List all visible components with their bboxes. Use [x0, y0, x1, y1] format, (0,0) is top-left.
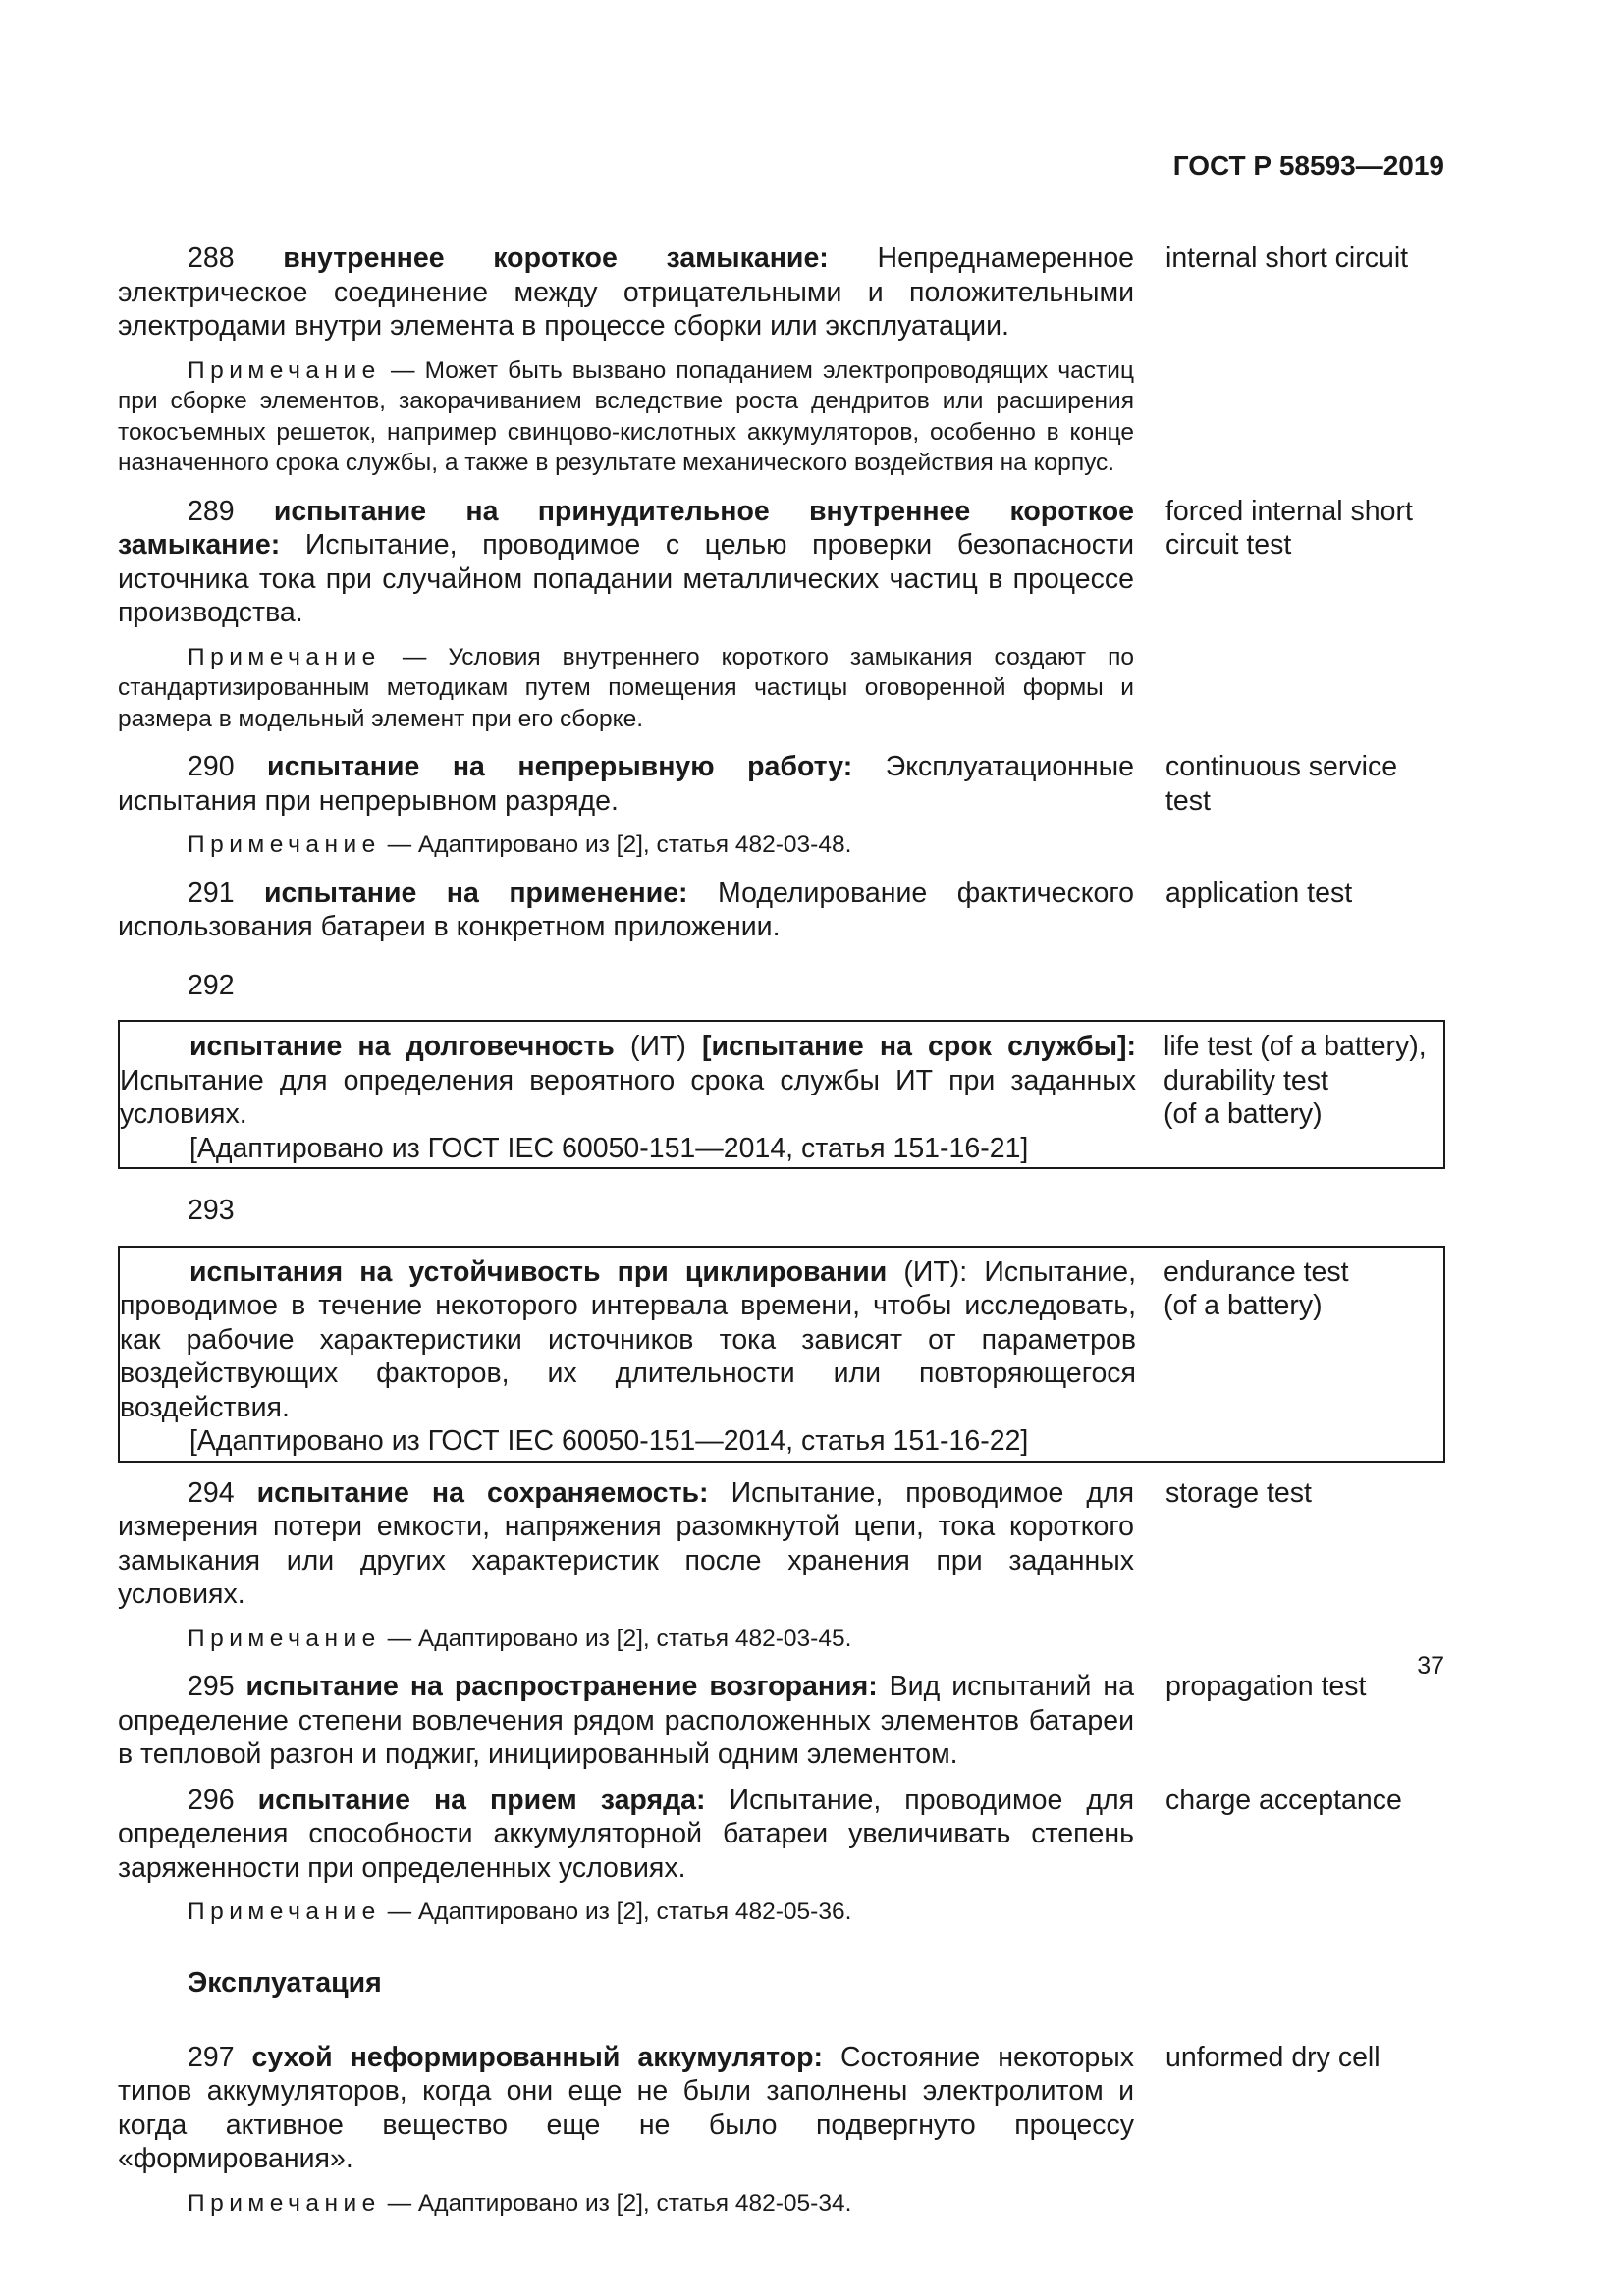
definition: Состояние некоторых типов аккумуляторов, когда они еще не были заполнены электролитом и когда активное вещество еще не было подвергнуто процессу «формирования». [118, 2041, 1135, 2174]
term-entry-292-boxed [118, 1020, 1445, 1169]
english-term: application test [1165, 877, 1353, 909]
note-text: — Адаптировано из [2], статья 482-05-36. [387, 1898, 852, 1925]
abbreviation: (ИТ) [629, 1031, 686, 1062]
document-id: ГОСТ Р 58593—2019 [1172, 150, 1444, 181]
definition: Испытание для определения вероятного срока службы ИТ при заданных условиях. [120, 1064, 1136, 1130]
entry-number: 295 [188, 1671, 235, 1702]
english-term-line: life test (of a battery), [1164, 1031, 1427, 1062]
note-label: Примечание [188, 2189, 381, 2216]
term: испытание на принудительное внутреннее короткое замыкание: [118, 495, 1134, 561]
entry-text [118, 750, 1134, 818]
term-alt: [испытание на срок службы]: [701, 1031, 1137, 1062]
entry-number: 294 [188, 1476, 235, 1509]
definition: Моделирование фактического использования батареи в конкретном приложении. [118, 877, 1135, 942]
note-text: — Адаптировано из [2], статья 482-03-45. [387, 1625, 852, 1652]
definition: Испытание, проводимое с целью проверки безопасности источника тока при случайном попадании металлических частиц в процессе производства. [118, 529, 1134, 628]
note-label: Примечание [188, 643, 381, 670]
term-entry-295 [118, 1670, 1445, 1772]
note-text: — Может быть вызвано попаданием электропроводящих частиц при сборке элементов, закорачиванием вследствие роста дендритов или расширения токосъемных решеток, например свинцово-кислотных аккумуляторов, особенно в конце назначенного срока службы, а также в результате механического воздействия на корпус. [118, 356, 1134, 476]
term-entry-296 [118, 1784, 1445, 1886]
term: испытание на распространение возгорания: [245, 1671, 878, 1702]
entry-number: 290 [188, 751, 235, 782]
entry-text [118, 241, 1134, 344]
term-entry-297 [118, 2041, 1445, 2176]
entry-number: 296 [188, 1784, 235, 1816]
english-term: forced internal short circuit test [1165, 495, 1413, 561]
english-term-line: (of a battery) [1164, 1098, 1323, 1130]
entry-text [118, 2041, 1134, 2176]
note [118, 355, 1134, 479]
english-term: continuous service test [1165, 751, 1398, 817]
english-term: charge acceptance [1165, 1784, 1402, 1816]
term: испытание на прием заряда: [257, 1784, 706, 1816]
entry-text [118, 1476, 1134, 1612]
definition: Испытание, проводимое в течение некоторого интервала времени, чтобы исследовать, как рабочие характеристики источников тока зависят от параметров воздействующих факторов, их длительности или повторяющегося воздействия. [120, 1255, 1137, 1423]
note-text: — Адаптировано из [2], статья 482-05-34. [387, 2189, 852, 2216]
english-term-line: endurance test [1164, 1255, 1349, 1288]
note-label: Примечание [188, 1898, 381, 1925]
entry-number: 289 [188, 495, 235, 527]
definition: Вид испытаний на определение степени вовлечения рядом расположенных элементов батареи в тепловой разгон и поджиг, инициированный одним элементом. [118, 1671, 1135, 1770]
entry-text [118, 1670, 1134, 1772]
note-label: Примечание [188, 1625, 381, 1652]
note-text: — Условия внутреннего короткого замыкания создают по стандартизированным методикам путем помещения частицы оговоренной формы и размера в модельный элемент при его сборке. [118, 643, 1134, 732]
note [118, 1624, 1134, 1655]
term: испытание на долговечность [189, 1031, 615, 1062]
entry-number: 288 [188, 242, 235, 274]
note-label: Примечание [188, 831, 381, 858]
page-number: 37 [1417, 1652, 1444, 1680]
english-term-line: (of a battery) [1164, 1290, 1323, 1321]
note-label: Примечание [188, 356, 381, 384]
term-entry-289 [118, 495, 1445, 630]
term: испытание на сохраняемость: [256, 1476, 709, 1509]
source-reference: [Адаптировано из ГОСТ IEC 60050-151—2014, статья 151-16-21] [189, 1132, 1029, 1164]
definition: Испытание, проводимое для определения способности аккумуляторной батареи увеличивать степень заряженности при определенных условиях. [118, 1784, 1135, 1884]
english-term-line: durability test [1164, 1064, 1328, 1096]
entry-number: 291 [188, 877, 235, 909]
entry-text [118, 495, 1134, 630]
source-reference: [Адаптировано из ГОСТ IEC 60050-151—2014, статья 151-16-22] [189, 1425, 1029, 1457]
entry-number-293: 293 [188, 1195, 235, 1226]
abbreviation: (ИТ): [903, 1255, 968, 1288]
entry-text [118, 877, 1134, 944]
english-term [1164, 1030, 1443, 1165]
definition: Испытание, проводимое для измерения потери емкости, напряжения разомкнутой цепи, тока короткого замыкания или других характеристик после хранения при заданных условиях. [118, 1476, 1135, 1610]
english-term: unformed dry cell [1165, 2041, 1380, 2073]
term: испытание на применение: [264, 877, 688, 909]
definition: Эксплуатационные испытания при непрерывном разряде. [118, 751, 1134, 817]
english-term: storage test [1165, 1476, 1312, 1509]
term: внутреннее короткое замыкание: [283, 242, 829, 274]
page-content [118, 241, 1445, 2234]
term: испытания на устойчивость при циклировании [189, 1255, 888, 1288]
note [118, 829, 1134, 861]
term-entry-288 [118, 241, 1445, 344]
term: испытание на непрерывную работу: [267, 751, 853, 782]
english-term [1164, 1255, 1443, 1459]
note [118, 1896, 1134, 1928]
english-term: internal short circuit [1165, 242, 1409, 274]
section-heading: Эксплуатация [188, 1966, 382, 1999]
term-entry-290 [118, 750, 1445, 818]
english-term: propagation test [1165, 1671, 1367, 1702]
term-entry-293-boxed [118, 1246, 1445, 1463]
entry-text [120, 1255, 1136, 1459]
note [118, 642, 1134, 735]
term: сухой неформированный аккумулятор: [251, 2041, 824, 2073]
entry-text [118, 1784, 1134, 1886]
note [118, 2188, 1134, 2219]
entry-number-292: 292 [188, 969, 235, 1001]
entry-text [120, 1030, 1136, 1165]
entry-number: 297 [188, 2041, 235, 2073]
term-entry-294 [118, 1476, 1445, 1612]
definition: Непреднамеренное электрическое соединение между отрицательными и положительными электродами внутри элемента в процессе сборки или эксплуатации. [118, 242, 1135, 342]
note-text: — Адаптировано из [2], статья 482-03-48. [387, 831, 852, 858]
term-entry-291 [118, 877, 1445, 944]
